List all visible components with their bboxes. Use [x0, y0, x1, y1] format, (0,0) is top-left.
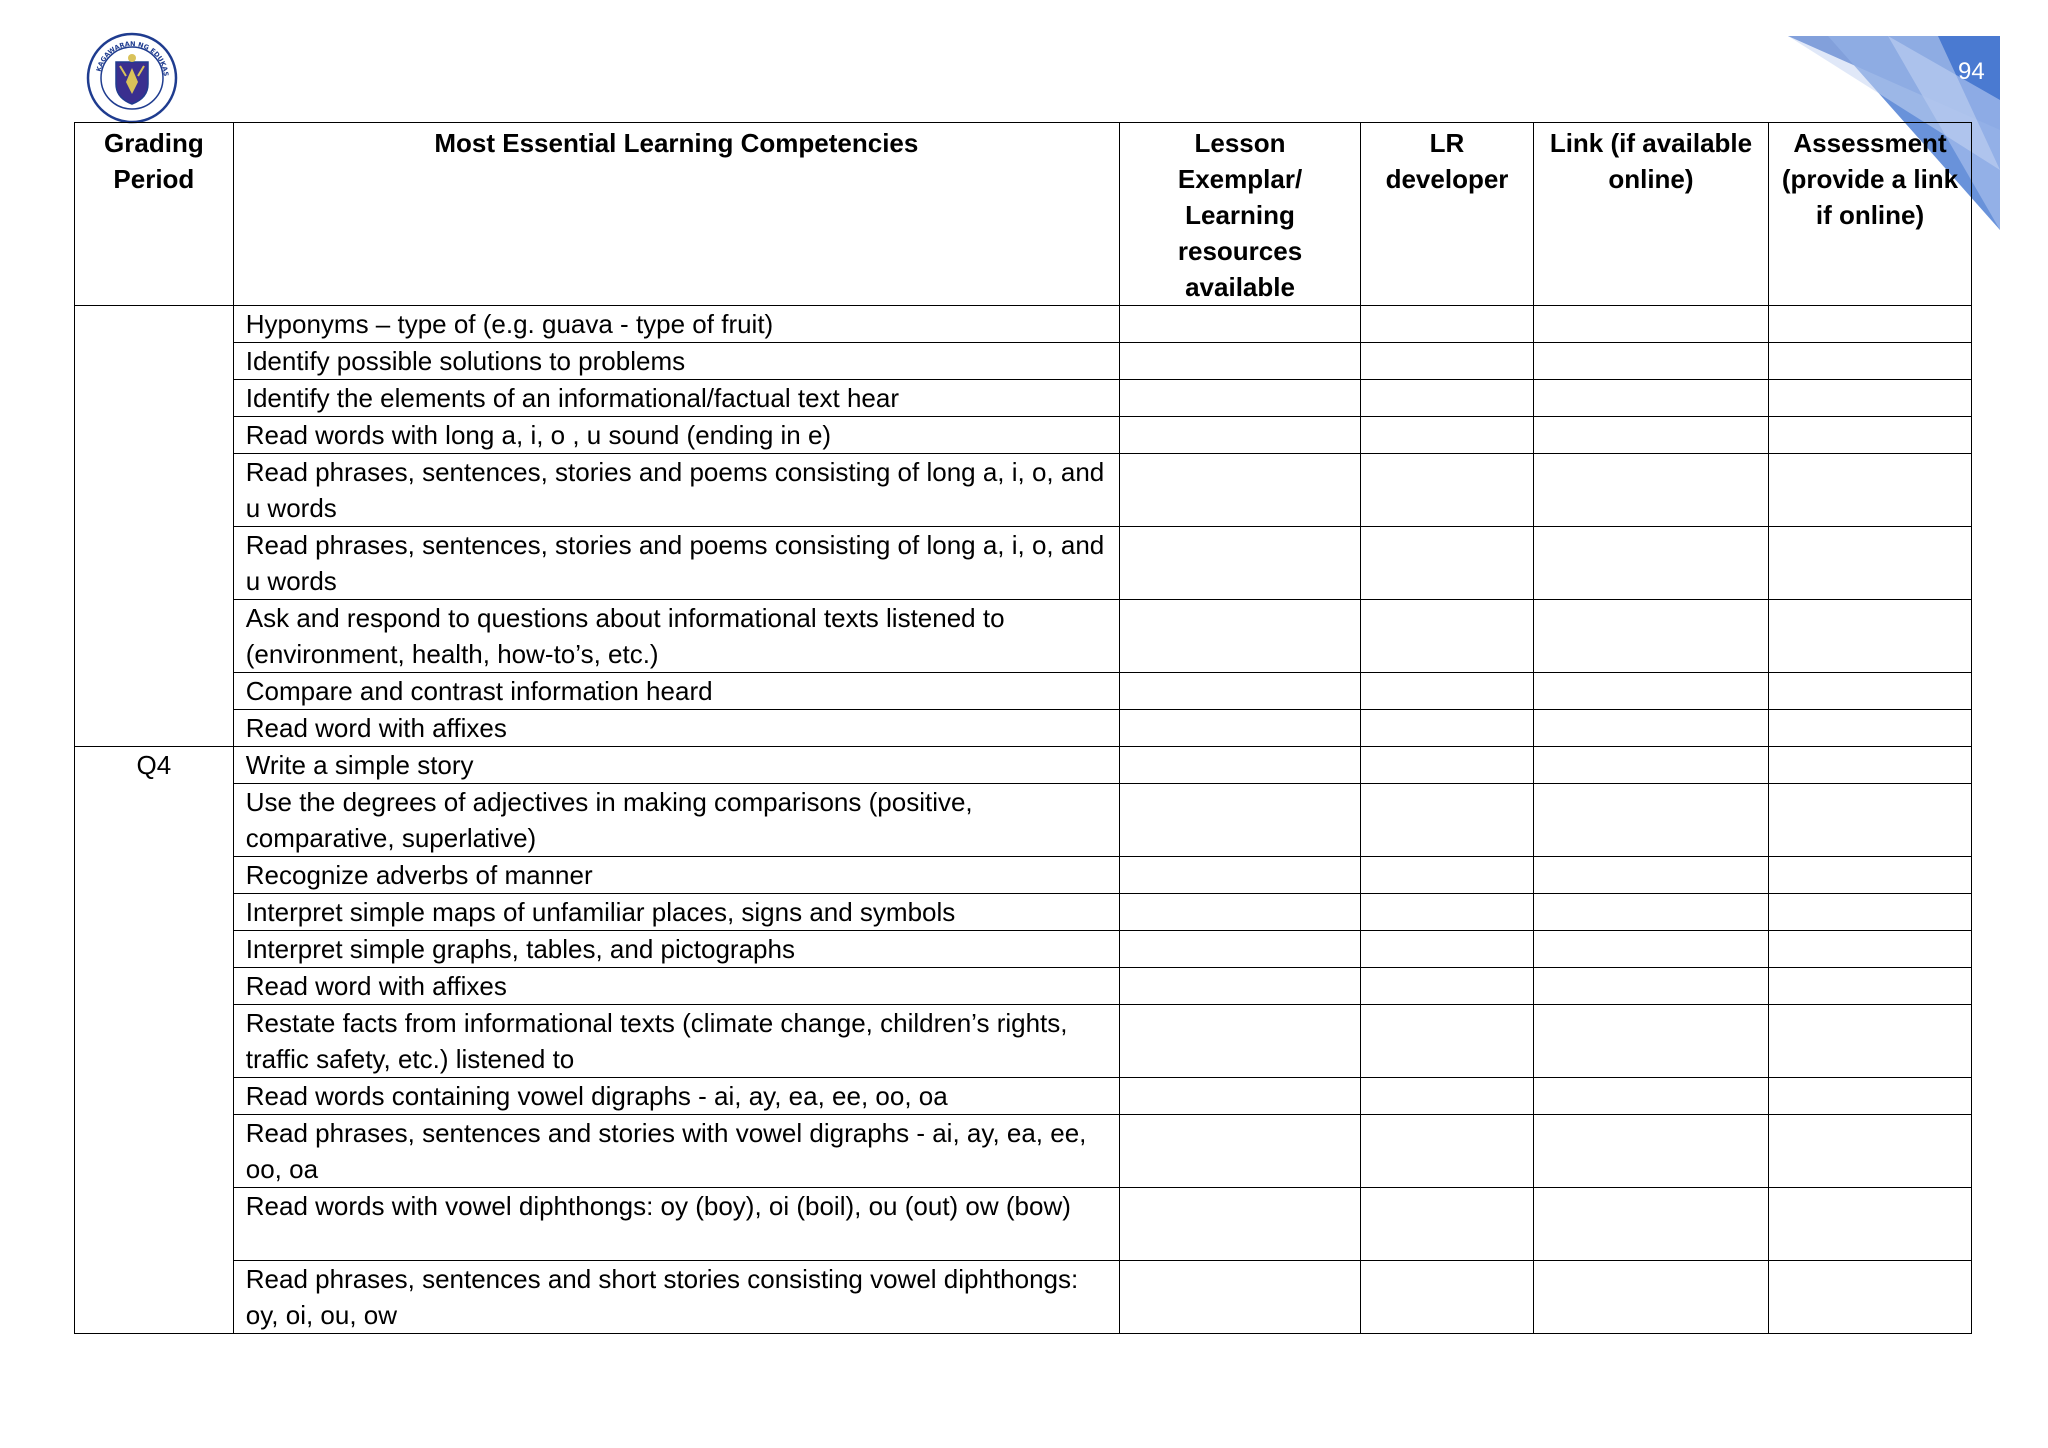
- table-row: [75, 894, 1972, 931]
- lesson-cell: [1119, 306, 1360, 343]
- table-row: [75, 931, 1972, 968]
- assessment-cell: [1769, 454, 1972, 527]
- competency-cell: Read words with long a, i, o , u sound (ending in e): [233, 417, 1119, 454]
- assessment-cell: [1769, 417, 1972, 454]
- table-row: [75, 1078, 1972, 1115]
- competency-cell: Identify the elements of an informational/factual text hear: [233, 380, 1119, 417]
- lesson-cell: [1119, 1078, 1360, 1115]
- link-cell: [1533, 1005, 1768, 1078]
- table-row: [75, 747, 1972, 784]
- developer-cell: [1361, 527, 1534, 600]
- developer-cell: [1361, 454, 1534, 527]
- table-row: [75, 1261, 1972, 1334]
- melc-table: [74, 122, 1972, 1334]
- assessment-cell: [1769, 784, 1972, 857]
- table-row: [75, 857, 1972, 894]
- lesson-cell: [1119, 857, 1360, 894]
- lesson-cell: [1119, 380, 1360, 417]
- header-lesson-exemplar: Lesson Exemplar/ Learning resources available: [1119, 123, 1360, 306]
- assessment-cell: [1769, 931, 1972, 968]
- link-cell: [1533, 343, 1768, 380]
- competency-cell: Compare and contrast information heard: [233, 673, 1119, 710]
- competency-cell: Read word with affixes: [233, 710, 1119, 747]
- competency-cell: Interpret simple graphs, tables, and pictographs: [233, 931, 1119, 968]
- table-row: [75, 454, 1972, 527]
- developer-cell: [1361, 931, 1534, 968]
- table-row: [75, 710, 1972, 747]
- developer-cell: [1361, 710, 1534, 747]
- link-cell: [1533, 1115, 1768, 1188]
- competency-cell: Read phrases, sentences and short stories consisting vowel diphthongs: oy, oi, ou, ow: [233, 1261, 1119, 1334]
- table-row: [75, 1115, 1972, 1188]
- competency-cell: Identify possible solutions to problems: [233, 343, 1119, 380]
- competency-cell: Ask and respond to questions about informational texts listened to (environment, health, how-to’s, etc.): [233, 600, 1119, 673]
- developer-cell: [1361, 747, 1534, 784]
- assessment-cell: [1769, 673, 1972, 710]
- link-cell: [1533, 710, 1768, 747]
- lesson-cell: [1119, 747, 1360, 784]
- lesson-cell: [1119, 968, 1360, 1005]
- competency-cell: Read word with affixes: [233, 968, 1119, 1005]
- lesson-cell: [1119, 894, 1360, 931]
- assessment-cell: [1769, 1005, 1972, 1078]
- link-cell: [1533, 968, 1768, 1005]
- lesson-cell: [1119, 1005, 1360, 1078]
- lesson-cell: [1119, 600, 1360, 673]
- competency-cell: Recognize adverbs of manner: [233, 857, 1119, 894]
- link-cell: [1533, 1261, 1768, 1334]
- grading-period-cell: [75, 306, 234, 747]
- link-cell: [1533, 600, 1768, 673]
- developer-cell: [1361, 784, 1534, 857]
- lesson-cell: [1119, 931, 1360, 968]
- assessment-cell: [1769, 527, 1972, 600]
- competency-cell: Read words containing vowel digraphs - ai, ay, ea, ee, oo, oa: [233, 1078, 1119, 1115]
- competency-cell: Use the degrees of adjectives in making comparisons (positive, comparative, superlative): [233, 784, 1119, 857]
- assessment-cell: [1769, 380, 1972, 417]
- lesson-cell: [1119, 784, 1360, 857]
- assessment-cell: [1769, 747, 1972, 784]
- developer-cell: [1361, 968, 1534, 1005]
- competency-cell: Read phrases, sentences, stories and poems consisting of long a, i, o, and u words: [233, 454, 1119, 527]
- lesson-cell: [1119, 1188, 1360, 1261]
- table-row: [75, 600, 1972, 673]
- assessment-cell: [1769, 1261, 1972, 1334]
- seal-lettering: KAGAWARAN NG EDUKAS: [94, 39, 171, 77]
- lesson-cell: [1119, 710, 1360, 747]
- assessment-cell: [1769, 343, 1972, 380]
- link-cell: [1533, 1188, 1768, 1261]
- table-body-q4: [75, 747, 1972, 1334]
- developer-cell: [1361, 417, 1534, 454]
- developer-cell: [1361, 600, 1534, 673]
- developer-cell: [1361, 1261, 1534, 1334]
- table-row: [75, 1005, 1972, 1078]
- page-number: 94: [1958, 58, 1985, 85]
- developer-cell: [1361, 1188, 1534, 1261]
- developer-cell: [1361, 380, 1534, 417]
- link-cell: [1533, 380, 1768, 417]
- developer-cell: [1361, 894, 1534, 931]
- competency-cell: Restate facts from informational texts (climate change, children’s rights, traffic safety, etc.) listened to: [233, 1005, 1119, 1078]
- link-cell: [1533, 306, 1768, 343]
- lesson-cell: [1119, 454, 1360, 527]
- link-cell: [1533, 894, 1768, 931]
- assessment-cell: [1769, 968, 1972, 1005]
- link-cell: [1533, 784, 1768, 857]
- header-competencies: Most Essential Learning Competencies: [233, 123, 1119, 306]
- table-body: [75, 306, 1972, 747]
- competency-cell: Read phrases, sentences, stories and poems consisting of long a, i, o, and u words: [233, 527, 1119, 600]
- link-cell: [1533, 857, 1768, 894]
- assessment-cell: [1769, 1188, 1972, 1261]
- competency-cell: Interpret simple maps of unfamiliar places, signs and symbols: [233, 894, 1119, 931]
- link-cell: [1533, 527, 1768, 600]
- lesson-cell: [1119, 527, 1360, 600]
- table-row: [75, 380, 1972, 417]
- lesson-cell: [1119, 343, 1360, 380]
- developer-cell: [1361, 673, 1534, 710]
- developer-cell: [1361, 306, 1534, 343]
- lesson-cell: [1119, 1115, 1360, 1188]
- assessment-cell: [1769, 1115, 1972, 1188]
- table-header: [75, 123, 1972, 306]
- developer-cell: [1361, 343, 1534, 380]
- table-row: [75, 527, 1972, 600]
- competency-cell: Hyponyms – type of (e.g. guava - type of fruit): [233, 306, 1119, 343]
- developer-cell: [1361, 857, 1534, 894]
- deped-seal-icon: [86, 32, 178, 124]
- assessment-cell: [1769, 600, 1972, 673]
- link-cell: [1533, 454, 1768, 527]
- lesson-cell: [1119, 673, 1360, 710]
- table-row: [75, 343, 1972, 380]
- developer-cell: [1361, 1078, 1534, 1115]
- header-link: Link (if available online): [1533, 123, 1768, 306]
- assessment-cell: [1769, 306, 1972, 343]
- table-row: [75, 1188, 1972, 1261]
- header-grading-period: Grading Period: [75, 123, 234, 306]
- competency-cell: Read words with vowel diphthongs: oy (boy), oi (boil), ou (out) ow (bow): [233, 1188, 1119, 1261]
- link-cell: [1533, 1078, 1768, 1115]
- assessment-cell: [1769, 710, 1972, 747]
- table-row: [75, 784, 1972, 857]
- link-cell: [1533, 673, 1768, 710]
- developer-cell: [1361, 1115, 1534, 1188]
- table-row: [75, 417, 1972, 454]
- header-assessment: Assessment (provide a link if online): [1769, 123, 1972, 306]
- link-cell: [1533, 747, 1768, 784]
- lesson-cell: [1119, 1261, 1360, 1334]
- table-row: [75, 968, 1972, 1005]
- competency-cell: Write a simple story: [233, 747, 1119, 784]
- link-cell: [1533, 417, 1768, 454]
- assessment-cell: [1769, 894, 1972, 931]
- table-row: [75, 673, 1972, 710]
- developer-cell: [1361, 1005, 1534, 1078]
- assessment-cell: [1769, 857, 1972, 894]
- assessment-cell: [1769, 1078, 1972, 1115]
- header-lr-developer: LR developer: [1361, 123, 1534, 306]
- competency-cell: Read phrases, sentences and stories with vowel digraphs - ai, ay, ea, ee, oo, oa: [233, 1115, 1119, 1188]
- link-cell: [1533, 931, 1768, 968]
- table-row: [75, 306, 1972, 343]
- grading-period-cell: Q4: [75, 747, 234, 1334]
- lesson-cell: [1119, 417, 1360, 454]
